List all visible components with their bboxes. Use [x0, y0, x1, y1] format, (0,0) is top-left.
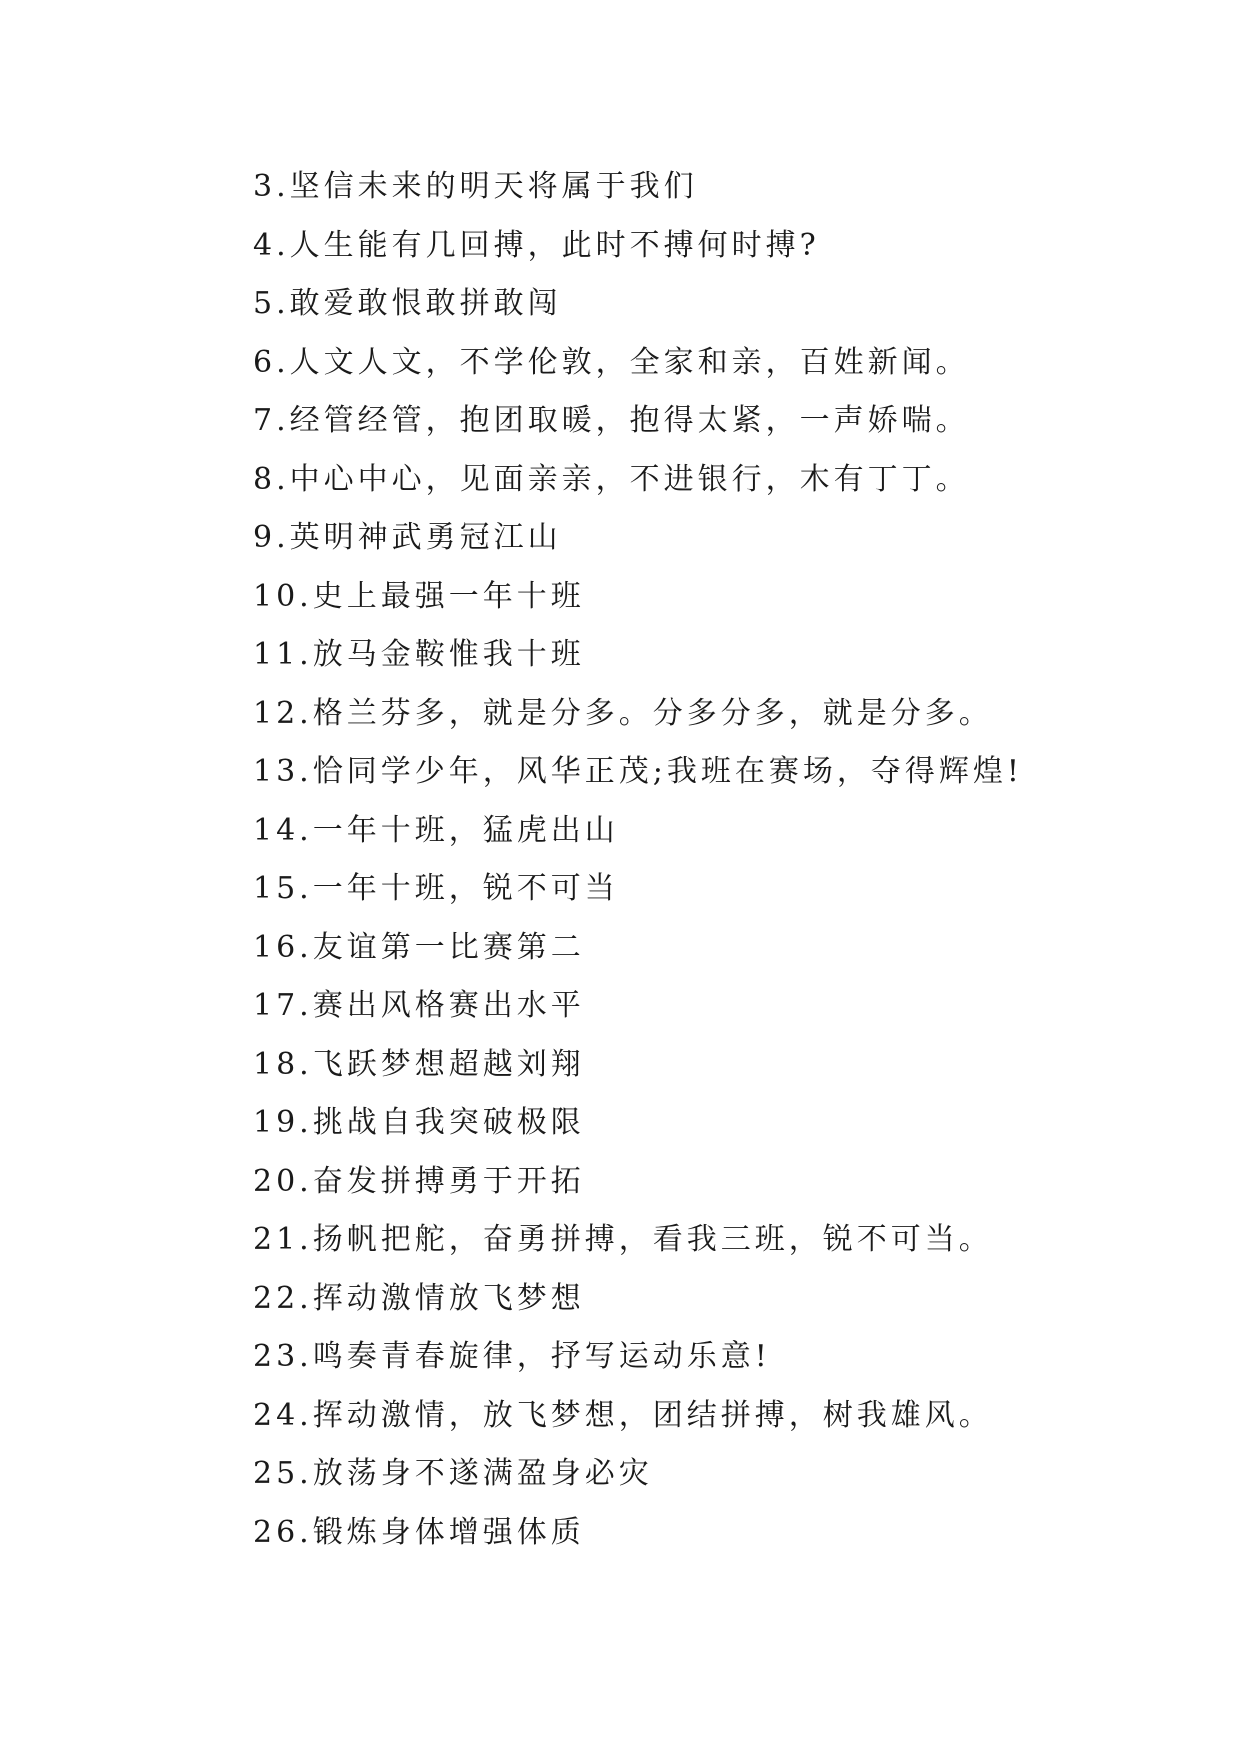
- list-item: 21.扬帆把舵，奋勇拼搏，看我三班，锐不可当。: [253, 1222, 993, 1257]
- list-item: 13.恰同学少年，风华正茂;我班在赛场，夺得辉煌!: [253, 754, 1023, 789]
- list-item: 16.友谊第一比赛第二: [253, 929, 585, 965]
- list-item: 5.敢爱敢恨敢拼敢闯: [253, 286, 562, 321]
- list-item: 4.人生能有几回搏，此时不搏何时搏?: [253, 227, 820, 263]
- list-item: 22.挥动激情放飞梦想: [253, 1280, 585, 1316]
- list-item: 25.放荡身不遂满盈身必灾: [253, 1456, 653, 1491]
- list-item: 20.奋发拼搏勇于开拓: [253, 1163, 585, 1199]
- list-item: 10.史上最强一年十班: [253, 578, 585, 614]
- list-item: 14.一年十班，猛虎出山: [253, 812, 619, 848]
- list-item: 8.中心中心，见面亲亲，不进银行，木有丁丁。: [253, 461, 970, 497]
- list-item: 3.坚信未来的明天将属于我们: [253, 169, 698, 204]
- list-item: 24.挥动激情，放飞梦想，团结拼搏，树我雄风。: [253, 1397, 993, 1433]
- list-item: 9.英明神武勇冠江山: [253, 520, 562, 555]
- list-item: 6.人文人文，不学伦敦，全家和亲，百姓新闻。: [253, 344, 970, 380]
- list-item: 26.锻炼身体增强体质: [253, 1514, 585, 1550]
- list-item: 19.挑战自我突破极限: [253, 1105, 585, 1140]
- list-item: 12.格兰芬多，就是分多。分多分多，就是分多。: [253, 695, 993, 731]
- list-item: 15.一年十班，锐不可当: [253, 871, 619, 906]
- list-item: 11.放马金鞍惟我十班: [253, 637, 585, 672]
- slogan-list: [253, 158, 1153, 1562]
- list-item: 18.飞跃梦想超越刘翔: [253, 1046, 585, 1082]
- list-item: 17.赛出风格赛出水平: [253, 988, 585, 1023]
- list-item: 23.鸣奏青春旋律，抒写运动乐意!: [253, 1339, 771, 1374]
- list-item: 7.经管经管，抱团取暖，抱得太紧，一声娇喘。: [253, 403, 970, 438]
